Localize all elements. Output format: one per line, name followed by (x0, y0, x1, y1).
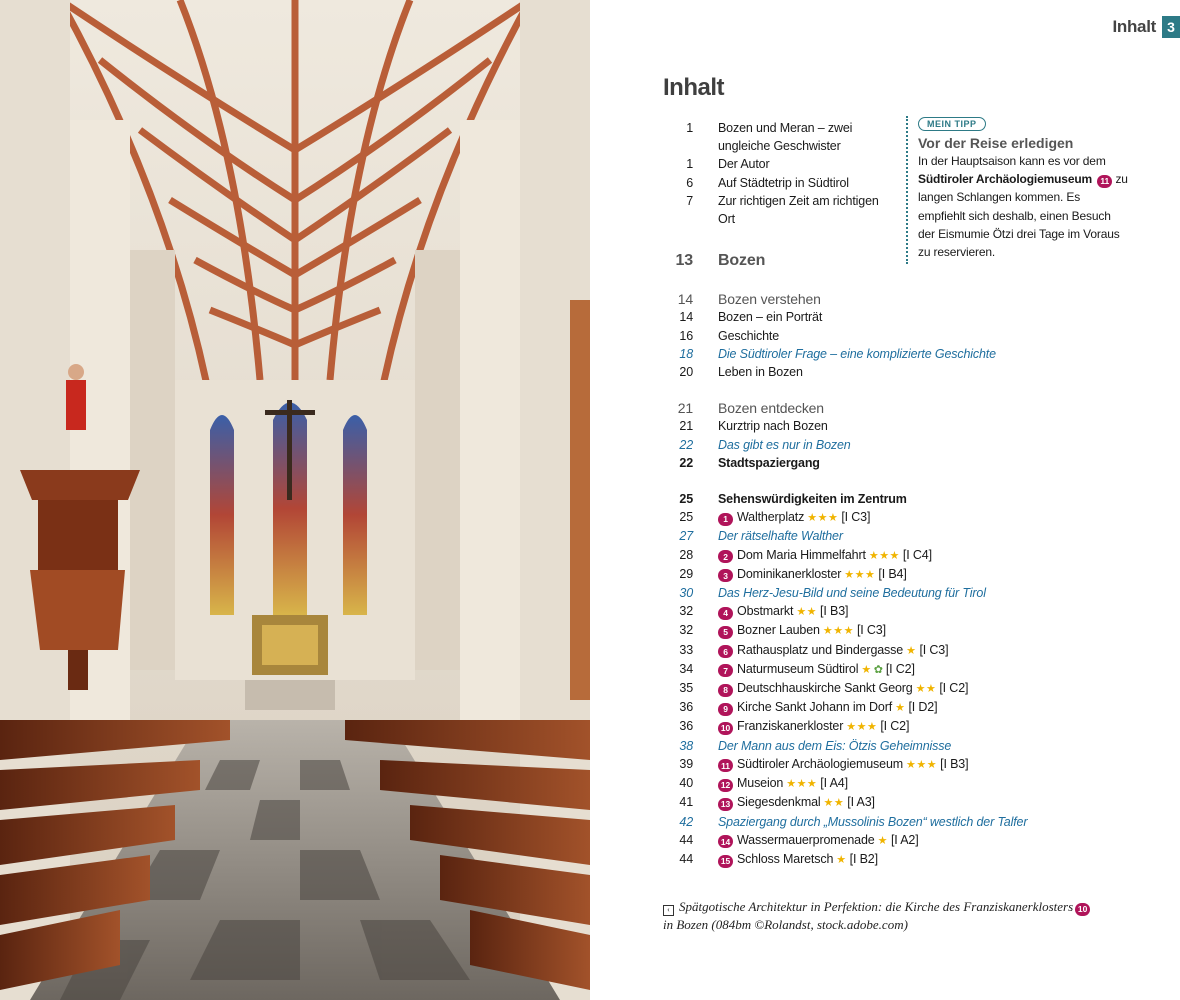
toc-page-number: 34 (679, 661, 693, 676)
toc-page-number: 25 (679, 492, 693, 507)
toc-entry[interactable] (663, 793, 1103, 812)
toc-page-number: 38 (679, 738, 693, 753)
toc-page-number: 27 (679, 529, 693, 544)
toc-page-number: 32 (679, 623, 693, 638)
rating-stars-icon: ★★ (796, 606, 818, 619)
toc-entry-label: Naturmuseum Südtirol (737, 661, 859, 676)
toc-entry[interactable] (663, 308, 1103, 326)
toc-entry-label: Dom Maria Himmelfahrt (737, 547, 866, 562)
toc-page-number: 14 (677, 291, 693, 308)
rating-stars-icon: ★ (836, 853, 847, 866)
toc-entry-label: Bozen und Meran – zwei ungleiche Geschwister (718, 121, 853, 154)
toc-entry-label: Spaziergang durch „Mussolinis Bozen“ westlich der Talfer (718, 814, 1028, 829)
toc-entry-text (718, 508, 870, 527)
sight-number-badge: 10 (718, 722, 733, 735)
page-number: 3 (1162, 16, 1180, 38)
toc-page-number: 39 (679, 756, 693, 771)
toc-entry[interactable] (663, 679, 1103, 698)
toc-page-number: 7 (686, 193, 693, 208)
toc-page-number: 36 (679, 700, 693, 715)
toc-entry-text (718, 755, 968, 774)
toc-entry[interactable] (663, 508, 1103, 527)
toc-entry-label: Sehenswürdigkeiten im Zentrum (718, 492, 907, 507)
map-reference: [I B2] (849, 851, 878, 866)
toc-entry-label: Bozen – ein Porträt (718, 310, 823, 325)
sight-number-badge: 7 (718, 664, 733, 677)
toc-entry[interactable] (663, 660, 1103, 679)
caption-text: Spätgotische Architektur in Perfektion: die Kirche des Franziskanerklosters (679, 899, 1074, 914)
toc-entry[interactable] (663, 755, 1103, 774)
rating-stars-icon: ★★★ (868, 549, 900, 562)
map-reference: [I C3] (856, 623, 886, 638)
toc-page-number: 44 (679, 832, 693, 847)
toc-entry-label: Das Herz-Jesu-Bild und seine Bedeutung für Tirol (718, 586, 986, 601)
toc-page-number: 21 (677, 400, 693, 417)
toc-entry-text (718, 584, 986, 602)
tipp-dotted-rule (906, 116, 908, 264)
toc-entry-text (718, 174, 849, 192)
toc-entry-label: Waltherplatz (737, 510, 805, 525)
rating-stars-icon: ★★★ (844, 568, 876, 581)
toc-entry[interactable] (663, 717, 1103, 736)
toc-page-number: 16 (679, 328, 693, 343)
toc-entry-text (718, 602, 848, 621)
toc-entry-text (718, 327, 779, 345)
toc-page-number: 44 (679, 851, 693, 866)
toc-page-number: 20 (679, 365, 693, 380)
toc-entry-label: Kurztrip nach Bozen (718, 419, 828, 434)
sight-number-badge: 14 (718, 835, 733, 848)
map-reference: [I D2] (908, 700, 938, 715)
sight-number-badge: 12 (718, 779, 733, 792)
toc-spacer (663, 272, 1103, 290)
toc-entry-label: Wassermauerpromenade (737, 832, 875, 847)
tipp-museum-link[interactable]: Südtiroler Archäologiemuseum (918, 172, 1093, 187)
sight-number-badge: 9 (718, 703, 733, 716)
toc-entry-text (718, 850, 878, 869)
rating-stars-icon: ★★★ (846, 721, 878, 734)
toc-entry-label: Südtiroler Archäologiemuseum (737, 756, 904, 771)
sight-number-badge: 2 (718, 550, 733, 563)
tipp-body (918, 152, 1130, 261)
toc-page-number: 30 (679, 586, 693, 601)
map-reference: [I C2] (939, 681, 969, 696)
toc-entry-label: Bozen verstehen (718, 291, 821, 308)
toc-entry-text (718, 490, 907, 508)
sight-number-badge: 4 (718, 607, 733, 620)
toc-page-number: 41 (679, 795, 693, 810)
toc-entry-text (718, 641, 948, 660)
rating-stars-icon: ★ (895, 702, 906, 715)
toc-entry[interactable] (663, 621, 1103, 640)
sight-number-badge: 11 (718, 759, 733, 772)
toc-entry[interactable] (663, 417, 1103, 435)
toc-entry[interactable] (663, 345, 1103, 363)
toc-page-number: 28 (679, 547, 693, 562)
toc-page-number: 33 (679, 642, 693, 657)
toc-entry-text (718, 621, 886, 640)
toc-entry-label: Museion (737, 776, 784, 791)
sight-number-badge: 3 (718, 569, 733, 582)
toc-page (590, 0, 1180, 1000)
toc-page-number: 13 (675, 252, 693, 270)
toc-entry-label: Bozen entdecken (718, 400, 824, 417)
toc-entry[interactable] (663, 363, 1103, 381)
toc-entry-label: Stadtspaziergang (718, 455, 820, 470)
rating-stars-icon: ★★★ (822, 625, 854, 638)
toc-entry[interactable] (663, 813, 1103, 831)
sight-number-badge: 5 (718, 626, 733, 639)
toc-entry-label: Zur richtigen Zeit am richtigen Ort (718, 193, 879, 227)
tipp-number-badge: 11 (1097, 175, 1112, 188)
toc-entry[interactable] (663, 546, 1103, 565)
toc-entry-text (718, 774, 848, 793)
toc-entry-text (718, 831, 919, 850)
rating-stars-icon: ★★★ (807, 512, 839, 525)
mein-tipp-label: MEIN TIPP (918, 117, 986, 131)
map-reference: [I C3] (919, 642, 949, 657)
family-friendly-icon: ✿ (873, 663, 883, 676)
toc-entry[interactable] (663, 831, 1103, 850)
toc-entry[interactable] (663, 565, 1103, 584)
toc-entry-text (718, 546, 932, 565)
toc-entry-label: Leben in Bozen (718, 365, 803, 380)
toc-entry[interactable] (663, 327, 1103, 345)
rating-stars-icon: ★★★ (906, 758, 938, 771)
toc-page-number: 36 (679, 719, 693, 734)
toc-entry[interactable] (663, 454, 1103, 472)
sight-number-badge: 13 (718, 798, 733, 811)
toc-spacer (663, 472, 1103, 490)
toc-entry[interactable] (663, 290, 1103, 308)
toc-entry-text (718, 436, 851, 454)
toc-entry-text (718, 308, 822, 326)
toc-entry-label: Deutschhauskirche Sankt Georg (737, 681, 913, 696)
sight-number-badge: 1 (718, 513, 733, 526)
caption-number-badge: 10 (1075, 903, 1090, 916)
toc-entry-text (718, 737, 951, 755)
toc-page-number: 1 (686, 121, 693, 135)
map-reference: [I A4] (820, 776, 848, 791)
toc-spacer (663, 381, 1103, 399)
rating-stars-icon: ★★★ (786, 778, 818, 791)
toc-entry[interactable] (663, 436, 1103, 454)
sight-number-badge: 8 (718, 684, 733, 697)
toc-entry-label: Kirche Sankt Johann im Dorf (737, 700, 893, 715)
photo-caption (663, 898, 1133, 934)
running-header (1112, 16, 1180, 38)
toc-entry-label: Bozen (718, 252, 766, 270)
toc-entry[interactable] (663, 737, 1103, 755)
toc-entry[interactable] (663, 774, 1103, 793)
toc-page-number: 22 (679, 437, 693, 452)
tipp-text-1: In der Hauptsaison kann es vor dem (918, 154, 1106, 168)
map-reference: [I A2] (890, 832, 919, 847)
toc-page-number: 29 (679, 566, 693, 581)
caption-arrow-icon: ‹ (663, 905, 674, 916)
rating-stars-icon: ★★ (823, 797, 845, 810)
toc-entry-label: Der Mann aus dem Eis: Ötzis Geheimnisse (718, 738, 952, 753)
rating-stars-icon: ★★ (915, 683, 937, 696)
toc-entry[interactable] (663, 490, 1103, 508)
running-header-title: Inhalt (1112, 17, 1156, 36)
toc-title: Inhalt (663, 74, 724, 101)
map-reference: [I C2] (885, 661, 915, 676)
toc-entry[interactable] (663, 698, 1103, 717)
toc-entry-label: Die Südtiroler Frage – eine komplizierte Geschichte (718, 346, 996, 361)
toc-entry-text (718, 290, 821, 308)
toc-entry[interactable] (663, 641, 1103, 660)
toc-entry[interactable] (663, 602, 1103, 621)
toc-page-number: 25 (679, 510, 693, 525)
toc-entry-text (718, 679, 968, 698)
toc-page-number: 14 (679, 310, 693, 325)
toc-entry-text (718, 250, 765, 272)
toc-entry-text (718, 454, 820, 472)
toc-entry-text (718, 192, 893, 228)
toc-page-number: 32 (679, 604, 693, 619)
toc-page-number: 22 (679, 455, 693, 470)
toc-entry[interactable] (663, 584, 1103, 602)
rating-stars-icon: ★ (906, 644, 917, 657)
toc-entry-label: Der Autor (718, 157, 770, 172)
toc-entry[interactable] (663, 527, 1103, 545)
toc-page-number: 18 (679, 346, 693, 361)
toc-entry-text (718, 527, 843, 545)
rating-stars-icon: ★ (877, 834, 888, 847)
caption-text-2: in Bozen (084bm ©Rolandst, stock.adobe.com) (663, 917, 908, 932)
toc-entry-label: Geschichte (718, 328, 780, 343)
map-reference: [I B4] (878, 566, 907, 581)
tipp-heading: Vor der Reise erledigen (918, 135, 1074, 151)
sight-number-badge: 15 (718, 855, 733, 868)
toc-entry-text (718, 660, 915, 679)
toc-entry-label: Bozner Lauben (737, 623, 820, 638)
map-reference: [I B3] (820, 604, 849, 619)
toc-entry[interactable] (663, 399, 1103, 417)
mein-tipp-box (908, 114, 1128, 261)
tipp-text-3: zu langen Schlangen kommen. Es empfiehlt sich deshalb, einen Besuch der Eismumie Ötzi drei Tage im Voraus zu reservieren. (918, 172, 1128, 260)
map-reference: [I B3] (940, 756, 969, 771)
map-reference: [I C3] (841, 510, 871, 525)
map-reference: [I C2] (880, 719, 910, 734)
toc-entry-label: Das gibt es nur in Bozen (718, 437, 851, 452)
toc-entry-label: Rathausplatz und Bindergasse (737, 642, 904, 657)
toc-entry-text (718, 717, 909, 736)
toc-page-number: 42 (679, 814, 693, 829)
toc-page-number: 6 (686, 175, 693, 190)
toc-entry-text (718, 119, 893, 155)
toc-page-number: 21 (679, 419, 693, 434)
toc-entry-text (718, 345, 996, 363)
toc-entry-text (718, 565, 907, 584)
toc-entry-label: Obstmarkt (737, 604, 794, 619)
toc-page-number: 35 (679, 681, 693, 696)
toc-entry-text (718, 793, 875, 812)
toc-entry-text (718, 363, 803, 381)
toc-entry-label: Der rätselhafte Walther (718, 529, 843, 544)
rating-stars-icon: ★ (861, 663, 872, 676)
toc-entry-text (718, 698, 937, 717)
toc-entry-text (718, 155, 769, 173)
sight-number-badge: 6 (718, 645, 733, 658)
toc-entry-label: Franziskanerkloster (737, 719, 844, 734)
toc-entry-label: Siegesdenkmal (737, 795, 821, 810)
map-reference: [I C4] (902, 547, 932, 562)
toc-entry-text (718, 417, 828, 435)
toc-entry-text (718, 399, 824, 417)
toc-page-number: 40 (679, 776, 693, 791)
toc-entry-text (718, 813, 1027, 831)
map-reference: [I A3] (847, 795, 875, 810)
toc-page-number: 1 (686, 157, 693, 172)
toc-entry-label: Dominikanerkloster (737, 566, 842, 581)
toc-entry[interactable] (663, 850, 1103, 869)
toc-entry-label: Schloss Maretsch (737, 851, 834, 866)
toc-entry-label: Auf Städtetrip in Südtirol (718, 175, 849, 190)
